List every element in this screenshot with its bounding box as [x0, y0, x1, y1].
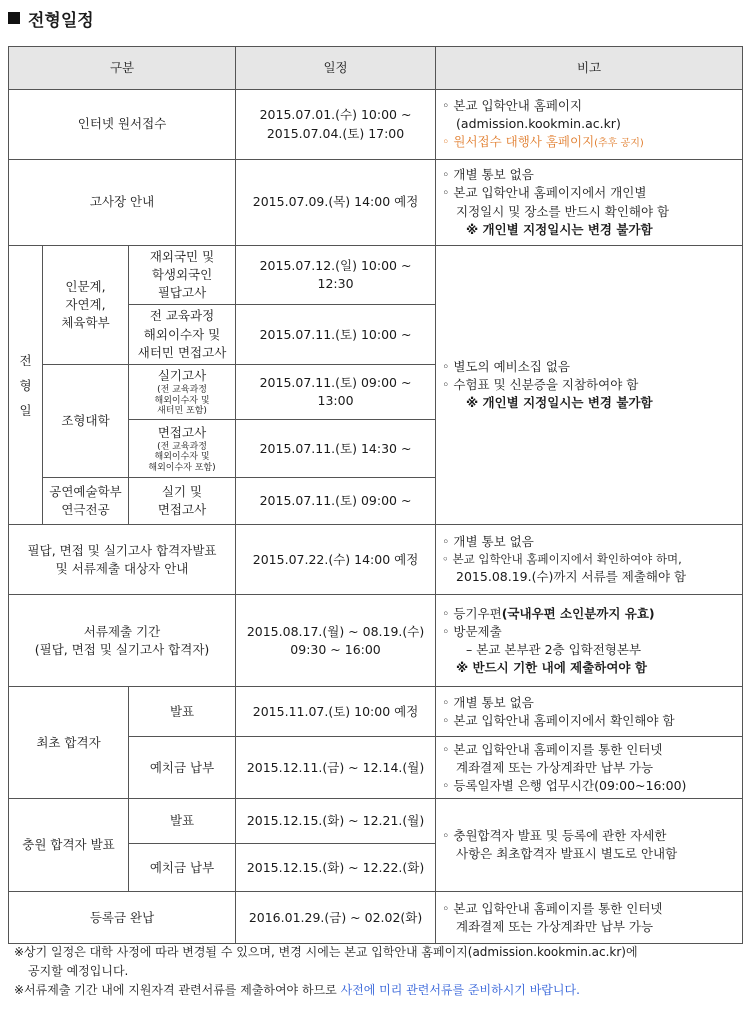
- exam-type-line: 면접고사: [157, 424, 207, 440]
- footer-highlight: 사전에 미리 관련서류를 준비하시기 바랍니다.: [340, 983, 580, 998]
- remark-line: ◦ 본교 입학안내 홈페이지를 통한 인터넷: [442, 900, 663, 916]
- exam-group-cell: [9, 246, 43, 525]
- category-cell: 충원 합격자 발표: [9, 799, 129, 892]
- subcategory-cell: 예치금 납부: [129, 737, 236, 799]
- table-row: [9, 525, 743, 595]
- category-line: 서류제출 기간: [83, 623, 161, 639]
- exam-type-cell: [129, 246, 236, 305]
- exam-type-cell: [129, 420, 236, 478]
- exam-type-line: 전 교육과정: [149, 308, 215, 324]
- date-line: 2015.08.17.(월) ~ 08.19.(수): [246, 623, 425, 639]
- category-cell: [9, 595, 236, 687]
- remark-line: [442, 133, 736, 152]
- remark-line: ◦ 방문제출: [442, 623, 502, 639]
- remark-line: ◦ 본교 입학안내 홈페이지를 통한 인터넷: [442, 741, 663, 757]
- subcategory-cell: 발표: [129, 799, 236, 844]
- remark-line: 사항은 최초합격자 발표시 별도로 안내함: [456, 846, 678, 862]
- remark-line: ◦ 등록일자별 은행 업무시간(09:00~16:00): [442, 777, 687, 793]
- date-cell: 2015.07.11.(토) 09:00 ~ 13:00: [236, 364, 436, 420]
- remark-bold: (국내우편 소인분까지 유효): [501, 605, 655, 621]
- group-char: 일: [19, 402, 32, 418]
- exam-type-small: 해외이수자 포함): [148, 463, 216, 474]
- table-row: [9, 160, 743, 246]
- remark-line: ◦ 본교 입학안내 홈페이지: [442, 98, 583, 114]
- section-title-text: 전형일정: [28, 10, 94, 31]
- remark-line: ◦ 본교 입학안내 홈페이지에서 확인하여야 하며,: [442, 552, 682, 567]
- category-line: 필답, 면접 및 실기고사 합격자발표: [27, 542, 217, 558]
- remarks-cell: [436, 160, 743, 246]
- department-cell: [43, 246, 129, 365]
- date-cell: 2016.01.29.(금) ~ 02.02(화): [236, 892, 436, 944]
- group-char: 형: [19, 377, 32, 393]
- remark-line: 계좌결제 또는 가상계좌만 납부 가능: [456, 759, 654, 775]
- schedule-table: [8, 46, 743, 944]
- subcategory-cell: 발표: [129, 687, 236, 737]
- date-cell: 2015.07.11.(토) 10:00 ~: [236, 305, 436, 364]
- remarks-cell: [436, 687, 743, 737]
- department-line: 인문계,: [65, 278, 106, 294]
- date-cell: 2015.07.12.(일) 10:00 ~ 12:30: [236, 246, 436, 305]
- date-cell: 2015.12.15.(화) ~ 12.22.(화): [236, 844, 436, 892]
- remark-line: ※ 개인별 지정일시는 변경 불가함: [466, 221, 653, 237]
- exam-type-small: 새터민 포함): [157, 406, 207, 417]
- remarks-cell: [436, 90, 743, 160]
- header-remarks: 비고: [436, 47, 743, 90]
- remarks-cell: [436, 525, 743, 595]
- exam-type-line: 실기 및: [161, 484, 203, 500]
- remark-line: ◦ 본교 입학안내 홈페이지에서 개인별: [442, 185, 647, 201]
- table-row: [9, 892, 743, 944]
- footer-line: ※상기 일정은 대학 사정에 따라 변경될 수 있으며, 변경 시에는 본교 입학안내 홈페이지(admission.kookmin.ac.kr)에: [14, 945, 638, 959]
- exam-type-small: 해외이수자 및: [154, 452, 210, 463]
- footer-line: 공지할 예정입니다.: [28, 964, 129, 979]
- department-line: 자연계,: [65, 296, 106, 312]
- remark-text: ◦ 등기우편: [442, 605, 502, 621]
- remark-line: ◦ 별도의 예비소집 없음: [442, 358, 570, 374]
- date-cell: 2015.07.09.(목) 14:00 예정: [236, 160, 436, 246]
- exam-type-line: 새터민 면접고사: [137, 344, 227, 360]
- remark-line: ◦ 개별 통보 없음: [442, 694, 534, 710]
- exam-type-small: (전 교육과정: [157, 441, 207, 452]
- remark-line: 계좌결제 또는 가상계좌만 납부 가능: [456, 918, 654, 934]
- exam-type-cell: [129, 478, 236, 525]
- department-line: 공연예술학부: [49, 484, 122, 500]
- header-schedule: 일정: [236, 47, 436, 90]
- remark-line: ◦ 개별 통보 없음: [442, 167, 534, 183]
- date-cell: 2015.07.11.(토) 14:30 ~: [236, 420, 436, 478]
- remarks-cell: [436, 246, 743, 525]
- table-row: [9, 687, 743, 737]
- date-cell: 2015.07.22.(수) 14:00 예정: [236, 525, 436, 595]
- footer-line: [14, 981, 638, 1000]
- remark-line: [442, 605, 736, 623]
- category-line: (필답, 면접 및 실기고사 합격자): [34, 641, 210, 657]
- remarks-cell: [436, 737, 743, 799]
- exam-type-small: 해외이수자 및: [154, 395, 210, 406]
- table-row: [9, 90, 743, 160]
- exam-type-line: 실기고사: [157, 367, 207, 383]
- exam-type-line: 해외이수자 및: [143, 326, 221, 342]
- remark-line: ※ 반드시 기한 내에 제출하여야 함: [456, 659, 647, 675]
- date-line: 09:30 ~ 16:00: [290, 641, 381, 657]
- department-line: 체육학부: [61, 314, 110, 330]
- exam-type-line: 학생외국인: [151, 267, 213, 283]
- department-cell: [43, 478, 129, 525]
- exam-type-line: 필답고사: [157, 285, 207, 301]
- category-cell: 고사장 안내: [9, 160, 236, 246]
- table-header-row: [9, 47, 743, 90]
- date-cell: [236, 595, 436, 687]
- header-category: 구분: [9, 47, 236, 90]
- date-cell: [236, 90, 436, 160]
- remark-text: ◦ 원서접수 대행사 홈페이지: [442, 134, 595, 150]
- table-row: [9, 799, 743, 844]
- category-cell: 등록금 완납: [9, 892, 236, 944]
- date-cell: 2015.12.11.(금) ~ 12.14.(월): [236, 737, 436, 799]
- category-cell: [9, 525, 236, 595]
- table-row: [9, 246, 743, 305]
- category-cell: 최초 합격자: [9, 687, 129, 799]
- remark-line: ◦ 수험표 및 신분증을 지참하여야 함: [442, 377, 639, 393]
- square-bullet-icon: [8, 12, 20, 24]
- remarks-cell: [436, 595, 743, 687]
- remark-line: ◦ 개별 통보 없음: [442, 534, 534, 550]
- exam-type-small: (전 교육과정: [157, 384, 207, 395]
- remark-small: (추후 공지): [594, 138, 644, 150]
- table-row: [9, 595, 743, 687]
- date-cell: 2015.07.11.(토) 09:00 ~: [236, 478, 436, 525]
- remark-line: ※ 개인별 지정일시는 변경 불가함: [466, 395, 653, 411]
- exam-type-line: 면접고사: [157, 502, 207, 518]
- remarks-cell: [436, 799, 743, 892]
- date-cell: 2015.11.07.(토) 10:00 예정: [236, 687, 436, 737]
- department-cell: 조형대학: [43, 364, 129, 478]
- remark-line: (admission.kookmin.ac.kr): [456, 116, 621, 132]
- remarks-cell: [436, 892, 743, 944]
- subcategory-cell: 예치금 납부: [129, 844, 236, 892]
- section-title: [8, 6, 94, 30]
- department-line: 연극전공: [61, 502, 110, 518]
- date-line: 2015.07.01.(수) 10:00 ~: [259, 107, 412, 123]
- remark-line: 2015.08.19.(수)까지 서류를 제출해야 함: [456, 569, 687, 585]
- remark-line: – 본교 본부관 2층 입학전형본부: [466, 641, 642, 657]
- date-cell: 2015.12.15.(화) ~ 12.21.(월): [236, 799, 436, 844]
- footer-text: ※서류제출 기간 내에 지원자격 관련서류를 제출하여야 하므로: [14, 983, 341, 998]
- group-char: 전: [19, 352, 32, 368]
- exam-type-line: 재외국민 및: [149, 249, 215, 264]
- remark-line: ◦ 충원합격자 발표 및 등록에 관한 자세한: [442, 828, 667, 844]
- category-line: 및 서류제출 대상자 안내: [55, 560, 189, 576]
- exam-type-cell: [129, 364, 236, 420]
- remark-line: 지정일시 및 장소를 반드시 확인해야 함: [456, 203, 670, 219]
- remark-line: ◦ 본교 입학안내 홈페이지에서 확인해야 함: [442, 712, 675, 728]
- footer-note: [14, 943, 638, 1001]
- exam-type-cell: [129, 305, 236, 364]
- date-line: 2015.07.04.(토) 17:00: [266, 125, 405, 141]
- category-cell: 인터넷 원서접수: [9, 90, 236, 160]
